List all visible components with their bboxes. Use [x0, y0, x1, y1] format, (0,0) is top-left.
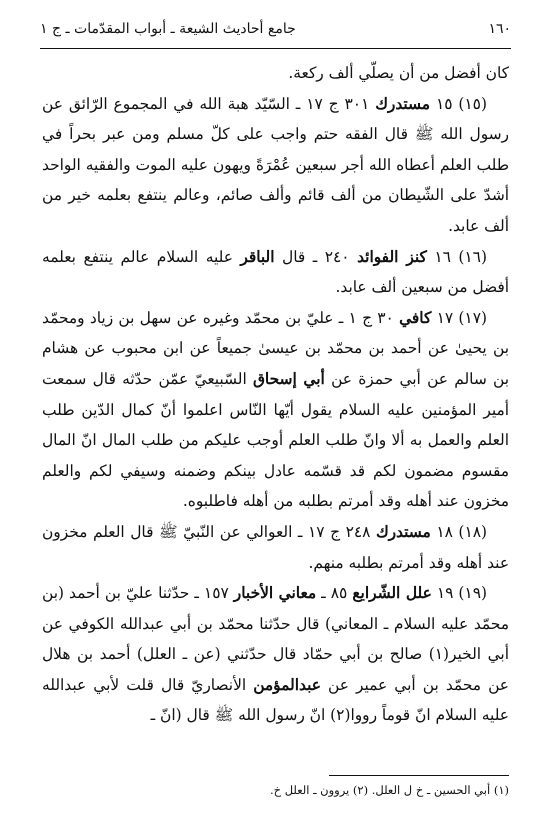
- imam-name: الباقر: [240, 247, 275, 266]
- hadith-number: (١٥) ١٥: [430, 94, 487, 113]
- source-title: كافي: [399, 308, 432, 327]
- line-text: كان أفضل من أن يصلّي ألف ركعة.: [288, 64, 509, 82]
- body-text: [42, 58, 509, 731]
- footnote-rule: [329, 775, 509, 776]
- footnotes: (١) أبي الحسين ـ خ ل العلل. (٢) يروون ـ العلل خ.: [269, 783, 509, 797]
- line-text: ٢٤٠ ـ قال: [274, 247, 358, 266]
- line-text: أفضل من سبعين ألف عابد.: [335, 278, 509, 297]
- source-title: مستدرك: [375, 94, 431, 113]
- hadith-number: (١٦) ١٦: [426, 247, 487, 266]
- line-text: الكوفي عن أبي الخير(١) صالح بن أبي حمّاد قال حدّثني (عن ـ العلل): [42, 614, 509, 664]
- line-text: بعلمه خير من ألف عابد.: [42, 186, 509, 235]
- narrator-name: عبدالمؤمن: [253, 675, 321, 694]
- page-number: ١٦٠: [488, 21, 511, 37]
- line-text: بحراً في طلب العلم أعطاه الله أجر سبعين عُمْرَةً ويهون عليه الموت: [42, 125, 509, 174]
- line-text: والفقيه الواحد أشدّ على الشّيطان من ألف قائم وألف صائم، وعالم ينتفع: [42, 155, 509, 205]
- source-title: معاني الأخبار: [233, 584, 317, 603]
- hadith-19: [42, 578, 509, 731]
- line-text: ١٥٧ ـ حدّثنا عليّ: [125, 584, 234, 603]
- line-text: السّبيعيّ عمّن حدّثه: [122, 369, 253, 388]
- line-text: عن رسول الله ﷺ قال الفقه حتم واجب على كلّ مسلم ومن عبر: [42, 94, 509, 144]
- line-text: أحمد بن هلال عن محمّد بن أبي عمير عن: [42, 645, 509, 694]
- line-text: عليه السلام عالم ينتفع بعلمه: [42, 247, 241, 266]
- line-text: ٣٠ ج ١ ـ عليّ بن محمّد وغيره عن سهل بن زياد: [89, 308, 400, 327]
- text-line: [42, 58, 509, 89]
- page-header: [40, 14, 511, 44]
- source-title: علل الشّرايع: [352, 584, 432, 603]
- hadith-number: (١٧) ١٧: [431, 308, 487, 327]
- line-text: الأنصاريّ قال: [160, 675, 254, 694]
- narrator-name: أبي إسحاق: [252, 369, 325, 388]
- source-title: كنز الفوائد: [357, 247, 427, 266]
- line-text: ومحمّد بن يحيىٰ عن أحمد بن محمّد بن عيسىٰ جميعاً عن ابن محبوب: [42, 308, 509, 358]
- line-text: قال سمعت أمير المؤمنين عليه السلام يقول أيّها النّاس اعلموا أنّ كمال الدّين: [42, 369, 509, 419]
- running-title: جامع أحاديث الشيعة ـ أبواب المقدّمات ـ ج ١: [40, 21, 296, 37]
- hadith-16: [42, 242, 509, 303]
- line-text: والعلم مخزون عند أهله وقد أمرتم بطلبه من أهله فاطلبوه.: [42, 461, 509, 511]
- line-text: عن هشام بن سالم عن أبي حمزة عن: [42, 339, 509, 388]
- hadith-15: [42, 89, 509, 242]
- header-rule: [40, 48, 511, 49]
- line-text: قلت لأبي عبدالله عليه السلام انّ قوماً رووا(٢) انّ رسول الله ﷺ قال (انّ ـ: [42, 675, 509, 725]
- line-text: انّ المال مقسوم مضمون لكم قد قسّمه عادل بينكم وضمنه وسيفي لكم: [42, 431, 509, 480]
- hadith-18: [42, 517, 509, 578]
- line-text: ٣٠١ ج ١٧ ـ السّيّد هبة الله في المجموع الرّائق: [68, 94, 376, 113]
- line-text: بن أحمد (بن محمّد عليه السلام ـ المعاني) قال حدّثنا محمّد بن أبي عبدالله: [42, 584, 509, 633]
- line-text: طلب العلم والعمل به ألا وانّ طلب العلم أوجب عليكم من طلب المال: [42, 400, 509, 450]
- source-title: مستدرك: [375, 522, 431, 541]
- hadith-17: [42, 303, 509, 517]
- line-text: ٢٤٨ ج ١٧ ـ العوالي عن النّبيّ ﷺ قال العلم: [92, 522, 376, 541]
- line-text: ٨٥ ـ: [316, 584, 353, 603]
- hadith-number: (١٨) ١٨: [430, 522, 487, 541]
- line-text: مخزون عند أهله وقد أمرتم بطلبه منهم.: [42, 522, 509, 572]
- hadith-number: (١٩) ١٩: [431, 584, 487, 603]
